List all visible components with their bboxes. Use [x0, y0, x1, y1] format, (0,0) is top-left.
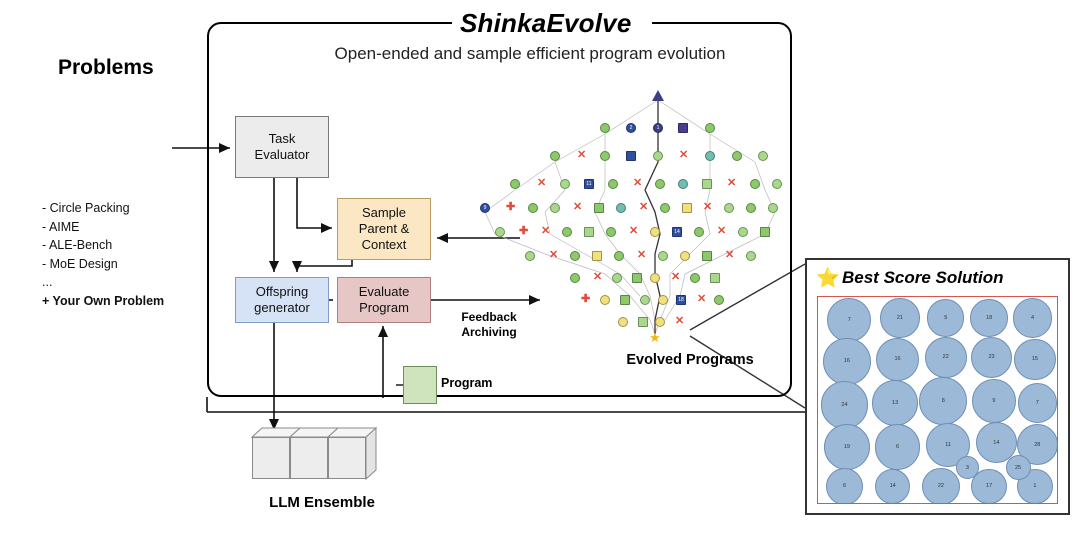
- packing-circle: 18: [970, 299, 1007, 336]
- tree-node-square: [626, 151, 636, 161]
- tree-node-circle: [650, 273, 660, 283]
- packing-circle: 5: [927, 299, 964, 336]
- packing-circle: 28: [1017, 424, 1059, 466]
- packing-circle: 24: [821, 381, 869, 429]
- tree-node-circle: [525, 251, 535, 261]
- tree-node-square: [594, 203, 604, 213]
- tree-node-failed-x: ✕: [697, 293, 707, 305]
- problem-item: - Circle Packing: [42, 201, 130, 215]
- problem-item-own: + Your Own Problem: [42, 293, 165, 308]
- problem-item: - MoE Design: [42, 256, 118, 271]
- packing-circle: 21: [880, 298, 920, 338]
- tree-node-circle: [560, 179, 570, 189]
- tree-node-circle: [616, 203, 626, 213]
- tree-node-square: [632, 273, 642, 283]
- tree-node-circle: [758, 151, 768, 161]
- circle-packing-plot: [817, 296, 1058, 504]
- star-icon: ⭐: [816, 268, 840, 289]
- tree-node-circle: [528, 203, 538, 213]
- tree-edges: [455, 82, 800, 347]
- tree-node-failed-x: ✕: [639, 201, 649, 213]
- packing-circle: 23: [971, 337, 1013, 379]
- evaluate-label-2: Program: [359, 300, 409, 315]
- tree-node-circle: [772, 179, 782, 189]
- tree-node-best-star: ★: [649, 330, 661, 345]
- tree-node-circle: [570, 251, 580, 261]
- tree-node-square: 11: [584, 179, 594, 189]
- packing-circle: 8: [919, 377, 967, 425]
- tree-node-circle: [650, 227, 660, 237]
- tree-node-failed-x: ✕: [703, 201, 713, 213]
- tree-node-circle: [655, 179, 665, 189]
- tree-node-failed-x: ✕: [679, 149, 689, 161]
- tree-node-square: 18: [676, 295, 686, 305]
- tree-node-circle: [732, 151, 742, 161]
- packing-circle: 16: [823, 338, 871, 386]
- tree-node-circle: 1: [653, 123, 663, 133]
- tree-node-square: [702, 179, 712, 189]
- tree-node-circle: [714, 295, 724, 305]
- tree-node-failed-x: ✕: [577, 149, 587, 161]
- evolved-programs-tree: [455, 82, 800, 347]
- tree-node-square: [592, 251, 602, 261]
- tree-node-circle: [678, 179, 688, 189]
- tree-node-square: [682, 203, 692, 213]
- program-label: Program: [441, 376, 493, 390]
- tree-node-root-triangle: [652, 90, 664, 101]
- tree-node-failed-x: ✕: [541, 225, 551, 237]
- tree-node-circle: [600, 123, 610, 133]
- page-title: ShinkaEvolve: [460, 8, 632, 38]
- tree-node-circle: [562, 227, 572, 237]
- tree-node-failed-x: ✕: [717, 225, 727, 237]
- packing-circle: 19: [824, 424, 870, 470]
- packing-circle: 6: [875, 424, 921, 470]
- task-evaluator-label-1: Task: [268, 131, 296, 146]
- sample-parent-label-3: Context: [361, 237, 407, 252]
- tree-node-failed-x: ✕: [675, 315, 685, 327]
- tree-node-plus: ✚: [519, 225, 529, 237]
- tree-node-circle: 2: [626, 123, 636, 133]
- tree-node-circle: [694, 227, 704, 237]
- tree-node-square: 14: [672, 227, 682, 237]
- tree-node-circle: [705, 123, 715, 133]
- sample-parent-label-2: Parent &: [358, 221, 410, 236]
- packing-circle: 13: [872, 380, 918, 426]
- tree-node-circle: [618, 317, 628, 327]
- packing-circle: 3: [956, 456, 979, 479]
- packing-circle: 22: [922, 468, 959, 504]
- tree-node-square: [584, 227, 594, 237]
- tree-node-circle: [738, 227, 748, 237]
- tree-node-circle: [658, 251, 668, 261]
- tree-node-failed-x: ✕: [549, 249, 559, 261]
- problems-heading: Problems: [58, 56, 154, 79]
- tree-node-failed-x: ✕: [629, 225, 639, 237]
- tree-node-circle: [510, 179, 520, 189]
- tree-node-circle: [608, 179, 618, 189]
- tree-node-circle: [495, 227, 505, 237]
- tree-node-circle: [640, 295, 650, 305]
- packing-circle: 14: [976, 422, 1018, 464]
- problem-item: - ALE-Bench: [42, 238, 113, 252]
- llm-ensemble-label: LLM Ensemble: [269, 494, 375, 511]
- sample-parent-label-1: Sample: [361, 205, 407, 220]
- tree-node-failed-x: ✕: [671, 271, 681, 283]
- tree-node-circle: [768, 203, 778, 213]
- problem-item: ...: [42, 275, 53, 289]
- offspring-label-2: generator: [254, 300, 310, 315]
- task-evaluator-label-2: Evaluator: [254, 147, 310, 162]
- tree-node-plus: ✚: [581, 293, 591, 305]
- packing-circle: 16: [876, 338, 920, 382]
- tree-node-circle: [705, 151, 715, 161]
- packing-circle: 11: [926, 423, 970, 467]
- tree-node-square: [710, 273, 720, 283]
- packing-circle: 25: [1006, 455, 1031, 480]
- tree-node-failed-x: ✕: [633, 177, 643, 189]
- tree-node-failed-x: ✕: [725, 249, 735, 261]
- tree-node-square: [620, 295, 630, 305]
- tree-node-failed-x: ✕: [593, 271, 603, 283]
- evolved-programs-label: Evolved Programs: [626, 352, 754, 368]
- tree-node-failed-x: ✕: [727, 177, 737, 189]
- packing-circle: 9: [972, 379, 1016, 423]
- tree-node-circle: [690, 273, 700, 283]
- tree-node-circle: [612, 273, 622, 283]
- page-subtitle: Open-ended and sample efficient program evolution: [334, 44, 726, 63]
- tree-node-failed-x: ✕: [573, 201, 583, 213]
- tree-node-circle: [724, 203, 734, 213]
- tree-node-plus: ✚: [506, 201, 516, 213]
- tree-node-circle: [600, 295, 610, 305]
- feedback-line-2: Archiving: [461, 325, 517, 339]
- tree-node-circle: [550, 151, 560, 161]
- tree-node-circle: [570, 273, 580, 283]
- tree-node-failed-x: ✕: [537, 177, 547, 189]
- tree-node-circle: [606, 227, 616, 237]
- packing-circle: 14: [875, 469, 910, 504]
- best-score-title: Best Score Solution: [842, 268, 1004, 287]
- tree-node-circle: 9: [480, 203, 490, 213]
- tree-node-square: [678, 123, 688, 133]
- offspring-label-1: Offspring: [255, 284, 309, 299]
- packing-circle: 4: [1013, 298, 1053, 338]
- tree-node-circle: [658, 295, 668, 305]
- tree-node-circle: [614, 251, 624, 261]
- problem-item: - AIME: [42, 219, 80, 234]
- packing-circle: 7: [1018, 383, 1058, 423]
- tree-node-circle: [746, 251, 756, 261]
- packing-circle: 1: [1017, 469, 1052, 504]
- evaluate-label-1: Evaluate: [358, 284, 410, 299]
- packing-circle: 17: [971, 469, 1006, 504]
- tree-node-square: [638, 317, 648, 327]
- packing-circle: 7: [827, 298, 871, 342]
- tree-node-square: [760, 227, 770, 237]
- packing-circle: 15: [1014, 339, 1056, 381]
- tree-node-circle: [550, 203, 560, 213]
- packing-circle: 22: [925, 337, 967, 379]
- feedback-line-1: Feedback: [461, 310, 517, 324]
- packing-circle: 6: [826, 468, 863, 504]
- tree-node-circle: [600, 151, 610, 161]
- tree-node-circle: [653, 151, 663, 161]
- tree-node-circle: [655, 317, 665, 327]
- tree-node-circle: [680, 251, 690, 261]
- tree-node-circle: [750, 179, 760, 189]
- tree-node-circle: [660, 203, 670, 213]
- tree-node-square: [702, 251, 712, 261]
- tree-node-failed-x: ✕: [637, 249, 647, 261]
- tree-node-circle: [746, 203, 756, 213]
